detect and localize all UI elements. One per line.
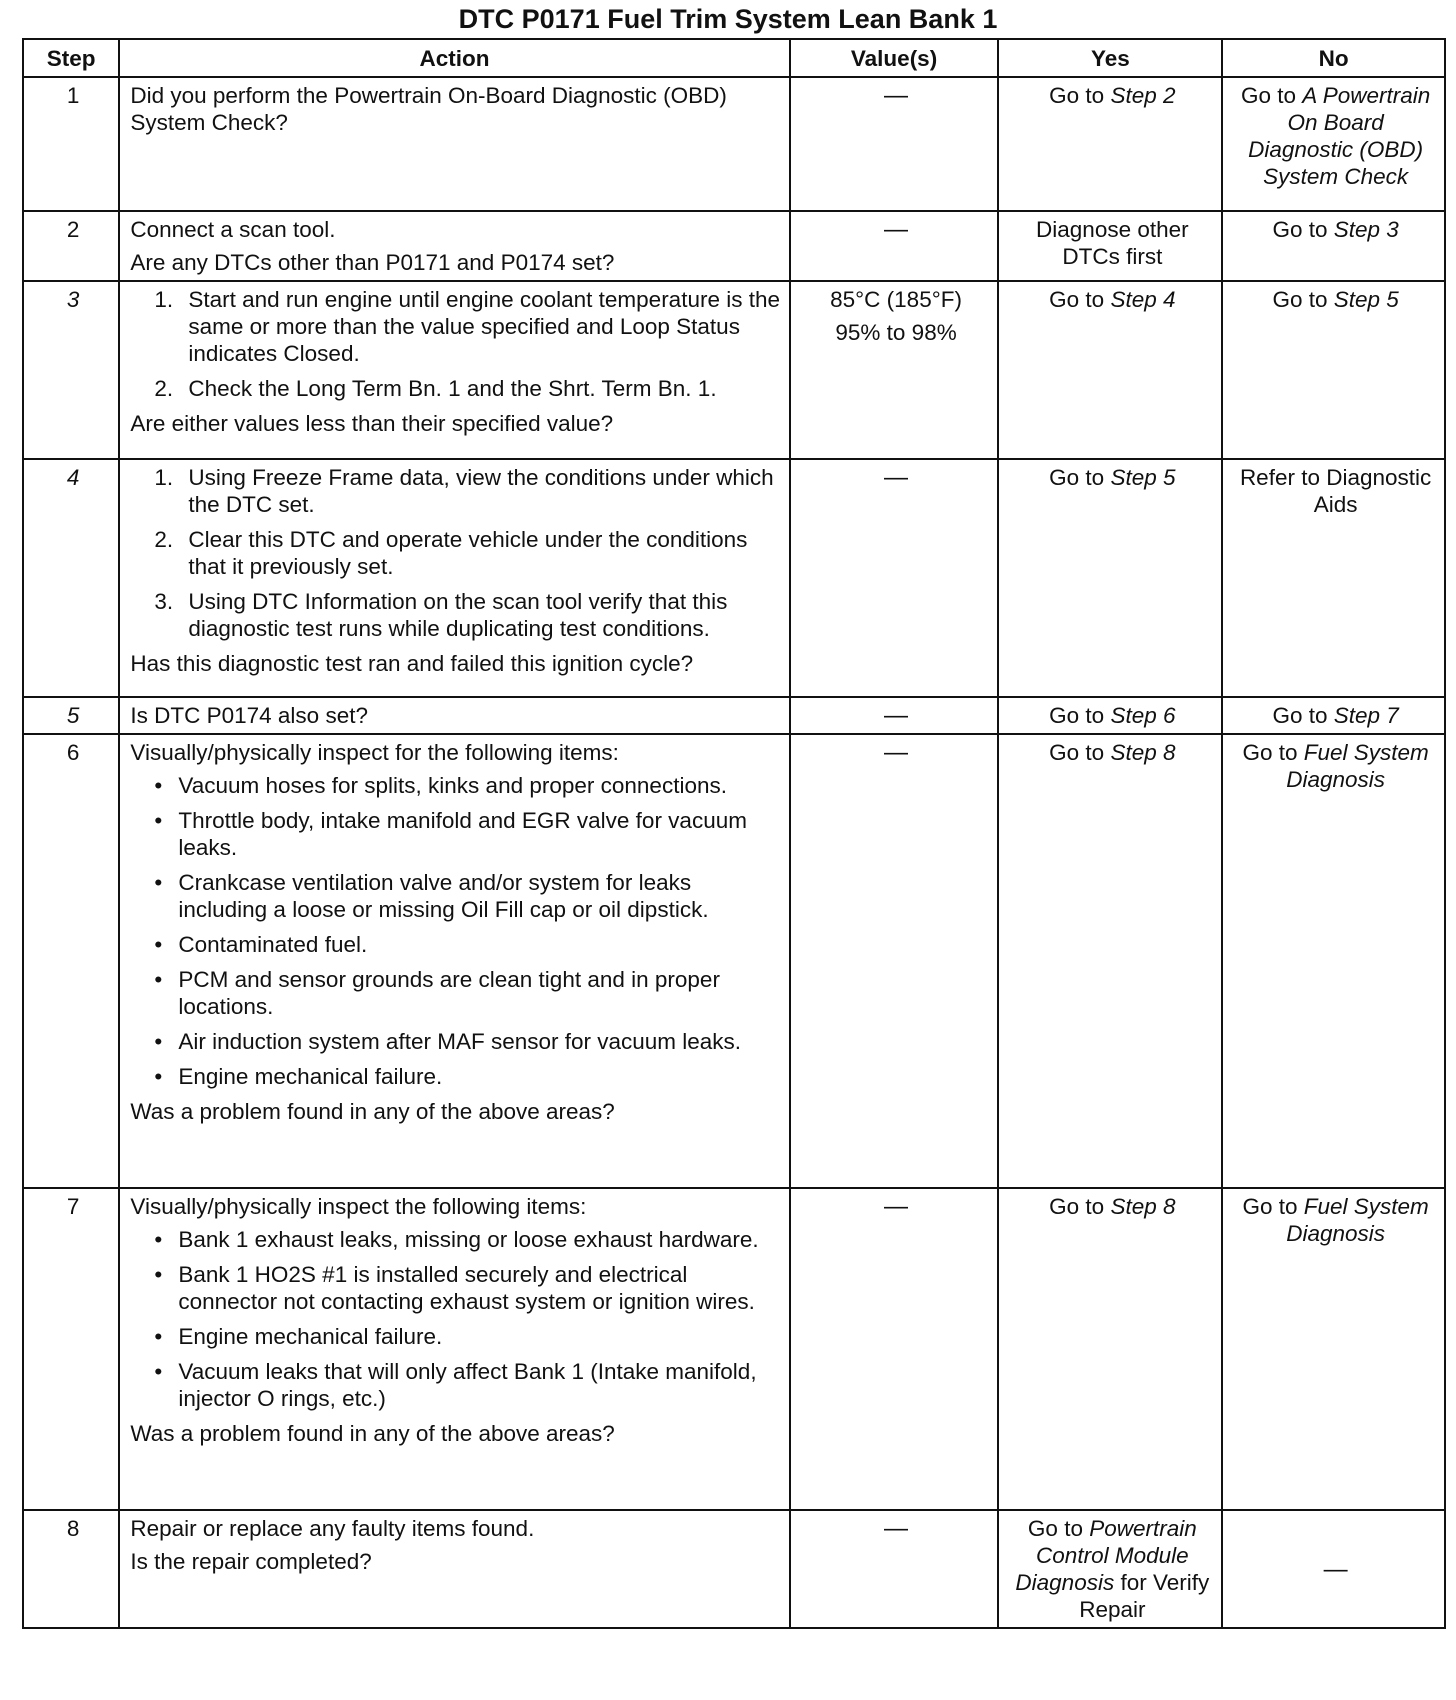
value-text: — (884, 1193, 909, 1220)
yes-cell (998, 697, 1222, 734)
step-number: 1 (23, 77, 119, 211)
yes-prefix: Go to (1049, 703, 1111, 728)
action-question: Are any DTCs other than P0171 and P0174 set? (130, 250, 615, 275)
yes-step-link[interactable]: Step 8 (1110, 1194, 1176, 1219)
inspection-list (130, 772, 782, 1090)
step-number: 4 (23, 459, 119, 697)
action-question: Did you perform the Powertrain On-Board Diagnostic (OBD) System Check? (130, 83, 727, 135)
table-row (23, 77, 1445, 211)
action-question: Is the repair completed? (130, 1549, 372, 1574)
no-prefix: Go to (1242, 740, 1304, 765)
table-row (23, 211, 1445, 281)
value-cell (790, 77, 999, 211)
action-cell (119, 734, 789, 1188)
yes-cell (998, 77, 1222, 211)
no-cell (1222, 459, 1445, 697)
no-prefix: Go to (1272, 287, 1334, 312)
list-item: 2. Check the Long Term Bn. 1 and the Shrt. Term Bn. 1. (154, 376, 717, 401)
list-item: • Throttle body, intake manifold and EGR valve for vacuum leaks. (154, 808, 747, 860)
no-prefix: Go to (1272, 217, 1334, 242)
no-reference-link[interactable]: Refer to Diagnostic Aids (1239, 465, 1432, 517)
step-number: 7 (23, 1188, 119, 1510)
no-cell (1222, 1188, 1445, 1510)
value-cell (790, 459, 999, 697)
yes-step-link[interactable]: Step 6 (1110, 703, 1176, 728)
value-text: — (884, 1515, 909, 1542)
list-item: 1. Using Freeze Frame data, view the conditions under which the DTC set. (154, 465, 774, 517)
yes-cell (998, 211, 1222, 281)
yes-step-link[interactable]: Step 4 (1110, 287, 1176, 312)
no-prefix: Go to (1240, 83, 1303, 108)
no-reference-link[interactable]: Fuel System Diagnosis (1286, 740, 1429, 792)
step-number: 3 (23, 281, 119, 459)
no-cell (1222, 697, 1445, 734)
action-intro: Visually/physically inspect the following items: (130, 1194, 587, 1219)
yes-cell (998, 459, 1222, 697)
list-item: • Engine mechanical failure. (154, 1064, 443, 1089)
action-question: Has this diagnostic test ran and failed this ignition cycle? (130, 651, 694, 676)
yes-step-link[interactable]: Step 5 (1110, 465, 1176, 490)
table-row (23, 697, 1445, 734)
no-cell (1222, 211, 1445, 281)
no-text: — (1323, 1555, 1348, 1583)
no-cell (1222, 77, 1445, 211)
yes-prefix: Go to (1049, 740, 1111, 765)
no-step-link[interactable]: Step 7 (1333, 703, 1399, 728)
yes-prefix: Go to (1049, 287, 1111, 312)
list-item: • Bank 1 exhaust leaks, missing or loose exhaust hardware. (154, 1227, 759, 1252)
value-text: — (884, 82, 909, 109)
no-cell (1222, 1510, 1445, 1628)
action-question: Was a problem found in any of the above areas? (130, 1099, 615, 1124)
list-item: • Contaminated fuel. (154, 932, 368, 957)
value-percent: 95% to 98% (835, 320, 957, 345)
yes-prefix: Go to (1027, 1516, 1090, 1541)
yes-prefix: Go to (1049, 1194, 1111, 1219)
action-cell (119, 77, 789, 211)
list-item: • PCM and sensor grounds are clean tight and in proper locations. (154, 967, 720, 1019)
table-row (23, 1510, 1445, 1628)
action-question: Are either values less than their specified value? (130, 411, 614, 436)
value-cell (790, 697, 999, 734)
value-text: — (884, 739, 909, 766)
action-question: Was a problem found in any of the above areas? (130, 1421, 615, 1446)
action-intro: Connect a scan tool. (130, 217, 336, 242)
value-cell (790, 211, 999, 281)
list-item: • Engine mechanical failure. (154, 1324, 443, 1349)
yes-step-link[interactable]: Step 2 (1110, 83, 1176, 108)
table-row (23, 1188, 1445, 1510)
page-title: DTC P0171 Fuel Trim System Lean Bank 1 (458, 4, 998, 34)
yes-suffix: for Verify Repair (1079, 1570, 1210, 1622)
action-cell (119, 281, 789, 459)
header-yes: Yes (998, 39, 1222, 77)
table-row (23, 459, 1445, 697)
list-item: • Air induction system after MAF sensor for vacuum leaks. (154, 1029, 742, 1054)
yes-reference-link[interactable]: Powertrain Control Module Diagnosis (1015, 1516, 1197, 1595)
action-steps (130, 286, 782, 402)
value-cell (790, 281, 999, 459)
no-reference-link[interactable]: Fuel System Diagnosis (1286, 1194, 1429, 1246)
list-item: • Vacuum leaks that will only affect Bank 1 (Intake manifold, injector O rings, etc.) (154, 1359, 757, 1411)
list-item: 1. Start and run engine until engine coolant temperature is the same or more than the value specified and Loop Status indicates Closed. (154, 287, 780, 366)
list-item: • Vacuum hoses for splits, kinks and proper connections. (154, 773, 727, 798)
list-item: 2. Clear this DTC and operate vehicle under the conditions that it previously set. (154, 527, 748, 579)
header-row (23, 39, 1445, 77)
step-number: 6 (23, 734, 119, 1188)
value-cell (790, 734, 999, 1188)
action-intro: Visually/physically inspect for the following items: (130, 740, 619, 765)
action-cell (119, 459, 789, 697)
inspection-list (130, 1226, 782, 1412)
header-no: No (1222, 39, 1445, 77)
step-number: 8 (23, 1510, 119, 1628)
yes-step-link[interactable]: Step 8 (1110, 740, 1176, 765)
header-step: Step (23, 39, 119, 77)
no-prefix: Go to (1242, 1194, 1304, 1219)
list-item: 3. Using DTC Information on the scan tool verify that this diagnostic test runs while duplicating test conditions. (154, 589, 728, 641)
yes-text: Diagnose other DTCs first (1036, 217, 1189, 269)
dtc-table (22, 38, 1446, 1629)
no-step-link[interactable]: Step 5 (1333, 287, 1399, 312)
yes-prefix: Go to (1049, 83, 1111, 108)
action-cell (119, 1188, 789, 1510)
no-reference-link[interactable]: A Powertrain On Board Diagnostic (OBD) System Check (1248, 83, 1431, 189)
step-number: 2 (23, 211, 119, 281)
yes-cell (998, 734, 1222, 1188)
value-cell (790, 1188, 999, 1510)
yes-cell (998, 1510, 1222, 1628)
yes-cell (998, 281, 1222, 459)
action-intro: Repair or replace any faulty items found. (130, 1516, 535, 1541)
action-question: Is DTC P0174 also set? (130, 703, 368, 728)
no-cell (1222, 281, 1445, 459)
table-row (23, 281, 1445, 459)
yes-cell (998, 1188, 1222, 1510)
list-item: • Bank 1 HO2S #1 is installed securely and electrical connector not contacting exhaust system or ignition wires. (154, 1262, 755, 1314)
table-row (23, 734, 1445, 1188)
list-item: • Crankcase ventilation valve and/or system for leaks including a loose or missing Oil Fill cap or oil dipstick. (154, 870, 709, 922)
yes-prefix: Go to (1049, 465, 1111, 490)
no-prefix: Go to (1272, 703, 1334, 728)
no-step-link[interactable]: Step 3 (1333, 217, 1399, 242)
no-cell (1222, 734, 1445, 1188)
value-cell (790, 1510, 999, 1628)
action-steps (130, 464, 782, 642)
value-text: — (884, 702, 909, 729)
step-number: 5 (23, 697, 119, 734)
value-text: — (884, 216, 909, 243)
value-temperature: 85°C (185°F) (830, 287, 962, 312)
action-cell (119, 211, 789, 281)
action-cell (119, 697, 789, 734)
header-values: Value(s) (790, 39, 999, 77)
value-text: — (884, 464, 909, 491)
action-cell (119, 1510, 789, 1628)
header-action: Action (119, 39, 789, 77)
